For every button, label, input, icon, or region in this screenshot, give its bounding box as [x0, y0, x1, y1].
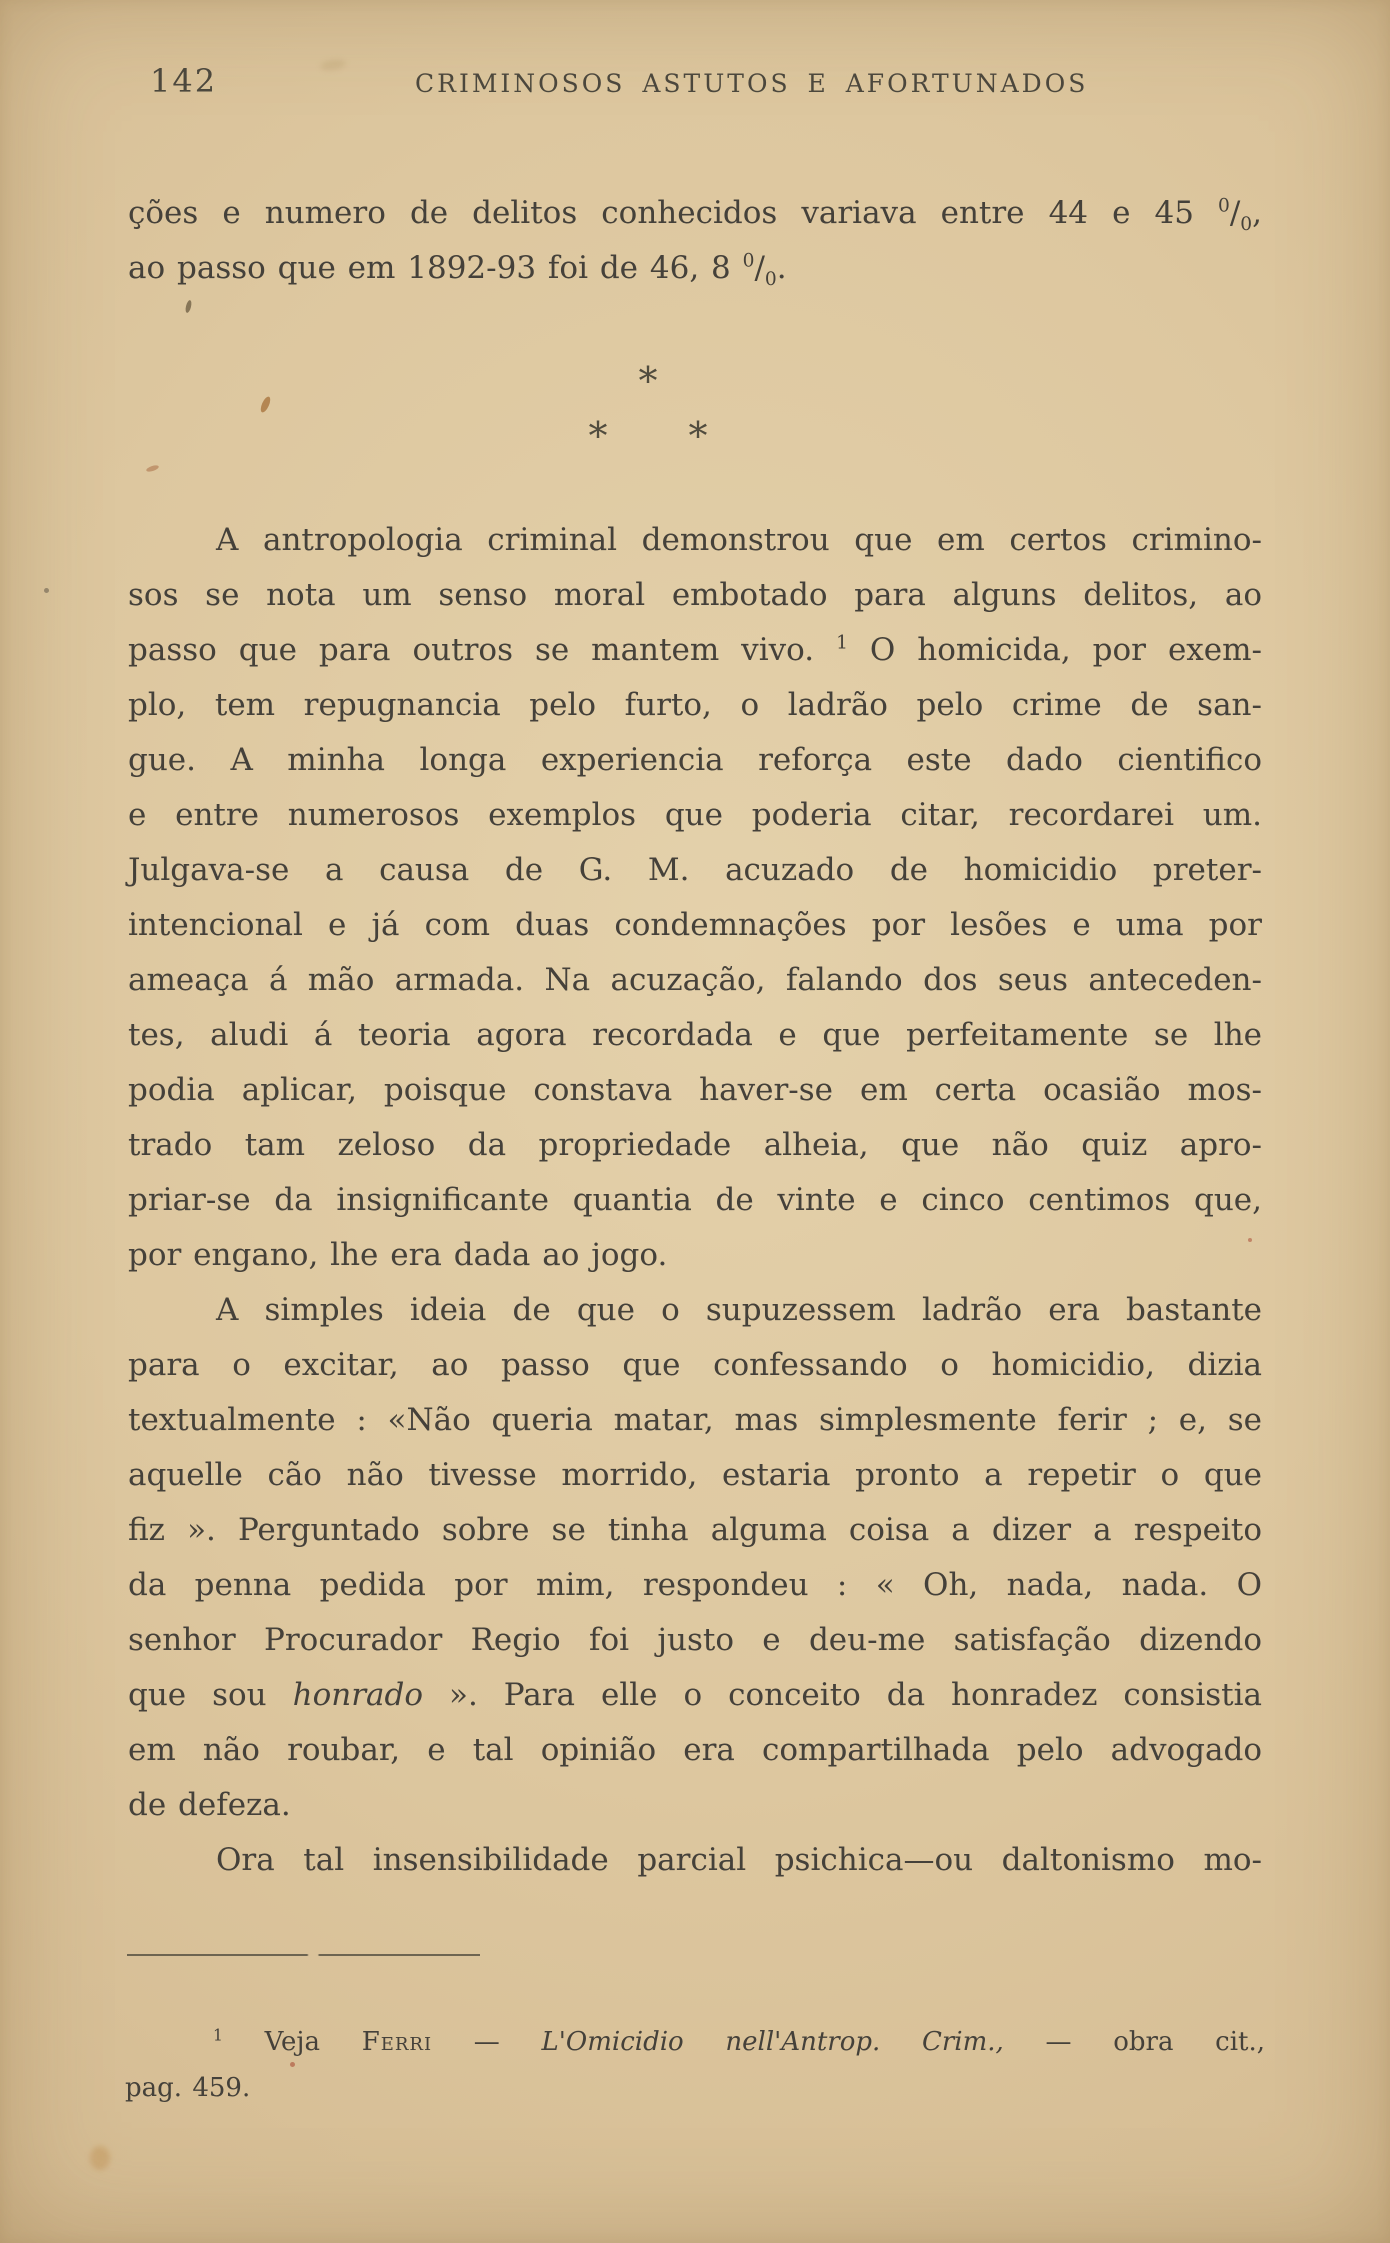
text-line: [128, 733, 1262, 788]
text-segment: priar-se da insignificante quantia de vinte e cinco centimos que,: [128, 1182, 1262, 1218]
text-segment: textualmente : «Não queria matar, mas simplesmente ferir ; e, se: [128, 1402, 1262, 1438]
paper-stain: [319, 58, 346, 72]
text-segment: 0: [1218, 195, 1230, 217]
text-segment: tes, aludi á teoria agora recordada e que perfeitamente se lhe: [128, 1017, 1262, 1053]
text-line: [128, 1173, 1262, 1228]
footnote: [125, 2019, 1265, 2111]
text-segment: O homicida, por exem-: [847, 632, 1262, 668]
text-line: [128, 1063, 1262, 1118]
text-segment: 0: [1240, 214, 1253, 236]
text-segment: ,: [1252, 195, 1262, 231]
text-segment: /: [754, 250, 765, 286]
text-line: [125, 2065, 1265, 2111]
running-title: CRIMINOSOS ASTUTOS E AFORTUNADOS: [415, 69, 1089, 98]
text-segment: 0: [764, 269, 777, 291]
text-line: [128, 843, 1262, 898]
text-segment: gue. A minha longa experiencia reforça este dado cientifico: [128, 742, 1262, 778]
text-line: [128, 1613, 1262, 1668]
opening-paragraph: [128, 186, 1262, 296]
text-segment: Veja: [222, 2027, 362, 2057]
paper-stain: [146, 464, 160, 473]
footnote-rule: [127, 1954, 480, 1956]
text-segment: e entre numerosos exemplos que poderia citar, recordarei um.: [128, 797, 1262, 833]
text-line: [128, 953, 1262, 1008]
text-segment: ao passo que em 1892-93 foi de 46, 8: [128, 250, 743, 286]
text-segment: 1: [836, 632, 848, 654]
text-segment: que sou: [128, 1677, 293, 1713]
text-segment: sos se nota um senso moral embotado para alguns delitos, ao: [128, 577, 1262, 613]
asterisk-ornament: *: [588, 414, 608, 458]
text-line: [128, 623, 1262, 678]
text-line: [128, 678, 1262, 733]
asterisk-ornament: *: [638, 359, 658, 403]
text-segment: —: [432, 2027, 542, 2057]
text-segment: 1: [213, 2026, 223, 2045]
text-line: [125, 2019, 1265, 2065]
text-line: [128, 1393, 1262, 1448]
text-segment: podia aplicar, poisque constava haver-se em certa ocasião mos-: [128, 1072, 1262, 1108]
paper-stain: [1248, 1238, 1252, 1242]
text-segment: por engano, lhe era dada ao jogo.: [128, 1237, 668, 1273]
text-line: [128, 1833, 1262, 1888]
text-line: [128, 1338, 1262, 1393]
text-segment: em não roubar, e tal opinião era compartilhada pelo advogado: [128, 1732, 1262, 1768]
text-segment: intencional e já com duas condemnações por lesões e uma por: [128, 907, 1262, 943]
text-line: [128, 1448, 1262, 1503]
text-segment: L'Omicidio nell'Antrop. Crim.,: [541, 2027, 1004, 2057]
text-line: [128, 788, 1262, 843]
text-segment: Julgava-se a causa de G. M. acuzado de homicidio preter-: [128, 852, 1262, 888]
text-line: [128, 186, 1262, 241]
text-segment: A antropologia criminal demonstrou que em certos crimino-: [216, 522, 1262, 558]
text-line: [128, 1778, 1262, 1833]
text-segment: fiz ». Perguntado sobre se tinha alguma coisa a dizer a respeito: [128, 1512, 1262, 1548]
text-segment: ções e numero de delitos conhecidos variava entre 44 e 45: [128, 195, 1218, 231]
text-line: [128, 1558, 1262, 1613]
text-line: [128, 1668, 1262, 1723]
text-line: [128, 1503, 1262, 1558]
text-segment: aquelle cão não tivesse morrido, estaria pronto a repetir o que: [128, 1457, 1262, 1493]
text-line: [128, 513, 1262, 568]
text-segment: .: [776, 250, 787, 286]
paper-stain: [290, 2062, 295, 2067]
text-segment: Ora tal insensibilidade parcial psichica—ou daltonismo mo-: [216, 1842, 1262, 1878]
text-segment: da penna pedida por mim, respondeu : « Oh, nada, nada. O: [128, 1567, 1262, 1603]
text-line: [128, 568, 1262, 623]
text-segment: para o excitar, ao passo que confessando o homicidio, dizia: [128, 1347, 1262, 1383]
text-segment: /: [1229, 195, 1241, 231]
paper-stain: [90, 2146, 110, 2170]
text-segment: de defeza.: [128, 1787, 291, 1823]
page-number: 142: [150, 62, 218, 100]
text-line: [128, 1118, 1262, 1173]
paper-stain: [259, 395, 272, 413]
text-segment: passo que para outros se mantem vivo.: [128, 632, 837, 668]
text-line: [128, 1008, 1262, 1063]
text-line: [128, 1228, 1262, 1283]
text-segment: ameaça á mão armada. Na acuzação, falando dos seus anteceden-: [128, 962, 1262, 998]
asterisk-ornament: *: [688, 414, 708, 458]
text-segment: pag. 459.: [125, 2073, 251, 2103]
text-segment: plo, tem repugnancia pelo furto, o ladrão pelo crime de san-: [128, 687, 1262, 723]
text-line: [128, 1283, 1262, 1338]
text-segment: ». Para elle o conceito da honradez consistia: [423, 1677, 1263, 1713]
text-segment: honrado: [292, 1677, 424, 1713]
paper-stain: [185, 300, 193, 314]
paper-stain: [44, 588, 49, 593]
text-segment: A simples ideia de que o supuzessem ladrão era bastante: [216, 1292, 1262, 1328]
text-segment: — obra cit.,: [1003, 2027, 1266, 2057]
text-segment: senhor Procurador Regio foi justo e deu-me satisfação dizendo: [128, 1622, 1262, 1658]
text-line: [128, 898, 1262, 953]
text-segment: 0: [742, 250, 755, 272]
text-segment: Ferri: [361, 2027, 433, 2057]
text-line: [128, 1723, 1262, 1778]
main-text: [128, 513, 1262, 1888]
text-segment: trado tam zeloso da propriedade alheia, que não quiz apro-: [128, 1127, 1262, 1163]
text-line: [128, 241, 1262, 296]
